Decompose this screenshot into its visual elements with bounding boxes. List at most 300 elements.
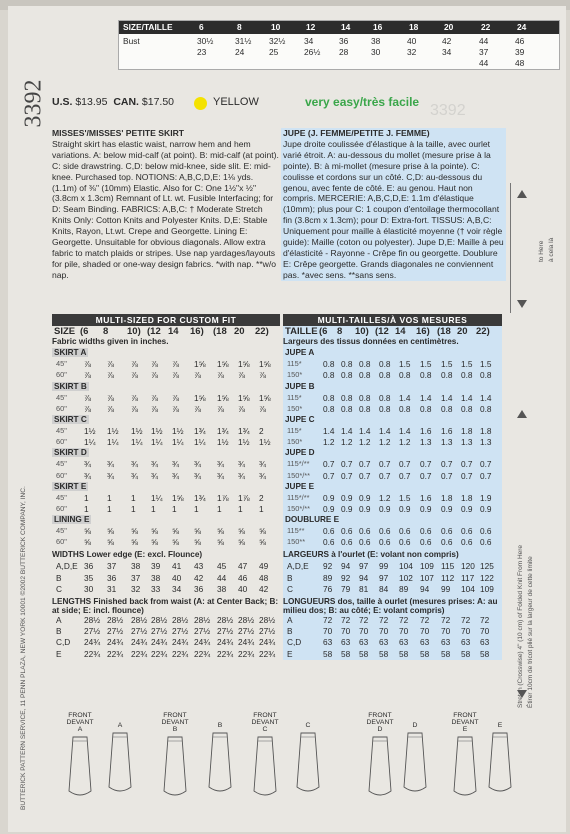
fabric-width: 150*/** xyxy=(287,503,311,513)
yardage-value: 1.5 xyxy=(461,359,473,370)
yardage-value: 1 xyxy=(194,503,199,514)
yardage-value: 1.6 xyxy=(420,425,432,436)
length-value: 72 xyxy=(399,615,409,625)
length-value: 70 xyxy=(379,626,389,637)
yardage-value: 0.6 xyxy=(379,537,391,548)
skirt-outline-icon xyxy=(483,729,517,801)
yardage-value: ⅞ xyxy=(259,370,266,381)
yardage-row xyxy=(283,471,502,482)
width-value: 48 xyxy=(259,572,269,583)
yardage-row xyxy=(283,426,502,437)
length-value: 28½ xyxy=(238,615,255,625)
yardage-value: 1.4 xyxy=(480,392,492,403)
fabric-width: 115*/** xyxy=(287,492,310,502)
yardage-value: 0.7 xyxy=(359,459,371,470)
skirt-outline-icon xyxy=(103,729,137,801)
yardage-row xyxy=(52,404,280,415)
yardage-row xyxy=(52,493,280,504)
yardage-value: ⅝ xyxy=(194,526,201,537)
length-value: 24¾ xyxy=(84,637,101,648)
yardage-value: ⅞ xyxy=(217,403,224,414)
waist-value: 25 xyxy=(269,47,279,57)
length-value: 28½ xyxy=(107,615,124,625)
yardage-value: 1.2 xyxy=(341,437,353,448)
yardage-value: 0.9 xyxy=(359,503,371,514)
widths-title: LARGEURS à l'ourlet (E: volant non compris) xyxy=(283,550,459,560)
yardage-value: 0.7 xyxy=(441,459,453,470)
width-value: 40 xyxy=(172,572,182,583)
yardage-value: 0.6 xyxy=(341,537,353,548)
width-value: 125 xyxy=(480,561,494,572)
arrow-up-icon xyxy=(517,190,527,198)
length-value: 63 xyxy=(341,637,351,648)
length-value: 27½ xyxy=(107,626,124,637)
width-row xyxy=(283,561,502,572)
yardage-value: 0.6 xyxy=(480,537,492,548)
length-value: 72 xyxy=(379,615,389,625)
width-value: 102 xyxy=(399,572,413,583)
yardage-value: 0.6 xyxy=(359,537,371,548)
width-value: 104 xyxy=(399,561,413,572)
yardage-value: 0.8 xyxy=(379,359,391,370)
length-value: 24¾ xyxy=(194,637,211,648)
yardage-value: ¾ xyxy=(217,470,224,481)
length-value: 72 xyxy=(441,615,451,625)
width-value: 89 xyxy=(323,572,333,583)
skirt-sketch xyxy=(288,722,328,801)
yardage-value: ⅞ xyxy=(172,370,179,381)
skirt-sketch xyxy=(245,712,285,805)
skirt-sketch xyxy=(100,722,140,801)
length-value: 22¾ xyxy=(172,648,189,659)
fabric-group-name: DOUBLURE E xyxy=(285,515,340,525)
yardage-value: 1¾ xyxy=(194,425,206,436)
faded-pattern-number: 3392 xyxy=(430,102,466,119)
length-value: 24¾ xyxy=(131,637,148,648)
back-view-sketches xyxy=(60,712,550,822)
yardage-value: 1⅝ xyxy=(194,392,206,403)
size-row xyxy=(52,326,280,337)
length-row xyxy=(52,615,280,626)
length-row xyxy=(52,637,280,648)
width-row xyxy=(52,561,280,572)
yardage-value: 1.6 xyxy=(420,492,432,503)
yardage-value: 0.8 xyxy=(441,370,453,381)
length-value: 63 xyxy=(480,637,490,648)
length-value: 27½ xyxy=(238,626,255,637)
stretch-gauge xyxy=(510,183,533,313)
yardage-value: 0.6 xyxy=(341,526,353,537)
width-value: 81 xyxy=(359,583,369,594)
bust-value: 32½ xyxy=(269,36,286,46)
length-value: 58 xyxy=(399,648,409,659)
fabric-group-name: JUPE B xyxy=(285,381,315,391)
fabric-group-name: JUPE D xyxy=(285,448,315,458)
skirt-outline-icon xyxy=(363,733,397,805)
yardage-value: 1.5 xyxy=(399,359,411,370)
size-label: SIZE xyxy=(54,326,76,337)
length-value: 28½ xyxy=(131,615,148,625)
yardage-value: ¾ xyxy=(172,470,179,481)
yardage-value: 1.2 xyxy=(323,437,335,448)
yardage-value: 1⅝ xyxy=(238,359,250,370)
waist-value: 32 xyxy=(407,47,417,57)
length-value: 63 xyxy=(323,637,333,648)
width-value: 39 xyxy=(151,561,161,572)
fabric-group-header xyxy=(52,448,280,459)
width-value: 112 xyxy=(441,572,455,583)
sketch-letter: B xyxy=(217,722,223,729)
fabric-width: 60" xyxy=(56,503,67,513)
length-value: 24¾ xyxy=(259,637,276,648)
width-value: 37 xyxy=(131,572,141,583)
yardage-value: 0.8 xyxy=(323,359,335,370)
etirer-instruction: Étirer 10cm de tricot plié sur la largeur de cette limite xyxy=(527,556,534,708)
yardage-value: 0.7 xyxy=(379,470,391,481)
sketch-devant-label: DEVANT xyxy=(366,719,394,726)
yardage-value: ⅞ xyxy=(194,370,201,381)
width-value: 43 xyxy=(194,561,204,572)
color-dot-icon xyxy=(194,97,207,110)
yardage-value: 0.6 xyxy=(323,537,335,548)
width-value: 31 xyxy=(107,583,117,594)
yardage-value: ⅞ xyxy=(131,403,138,414)
length-value: 22¾ xyxy=(84,648,101,659)
yardage-value: ¾ xyxy=(131,459,138,470)
width-row xyxy=(52,573,280,584)
english-description xyxy=(52,128,280,281)
size-cell: 10) xyxy=(127,326,141,337)
yardage-value: 1⅝ xyxy=(194,359,206,370)
can-price: $17.50 xyxy=(141,96,175,108)
lengths-title: LENGTHS Finished back from waist (A: at Center Back; B: at side; E: incl. flounce) xyxy=(52,597,279,615)
length-value: 58 xyxy=(379,648,389,659)
fabric-width: 60" xyxy=(56,403,67,413)
yardage-value: 0.9 xyxy=(441,503,453,514)
skirt-sketch xyxy=(155,712,195,805)
width-value: 84 xyxy=(379,583,389,594)
yardage-row xyxy=(283,404,502,415)
to-here-label: to Here xyxy=(538,240,545,262)
yardage-value: 1¾ xyxy=(217,425,229,436)
length-value: 58 xyxy=(461,648,471,659)
width-value: 32 xyxy=(131,583,141,594)
yardage-value: 0.9 xyxy=(461,503,473,514)
length-value: 27½ xyxy=(172,626,189,637)
yardage-value: 0.9 xyxy=(323,503,335,514)
fabric-width: 45" xyxy=(56,392,67,402)
yardage-value: 1.2 xyxy=(399,437,411,448)
yardage-value: 0.9 xyxy=(323,492,335,503)
yardage-value: ⅝ xyxy=(238,537,245,548)
yardage-value: 1⅝ xyxy=(259,359,271,370)
length-value: 70 xyxy=(441,626,451,637)
width-value: 33 xyxy=(151,583,161,594)
length-value: 63 xyxy=(399,637,409,648)
width-label: A,D,E xyxy=(56,561,78,572)
yardage-value: 0.6 xyxy=(399,526,411,537)
yardage-value: 0.6 xyxy=(323,526,335,537)
skirt-sketch xyxy=(60,712,100,805)
yardage-value: 0.8 xyxy=(341,359,353,370)
length-label: C,D xyxy=(56,637,71,648)
width-value: 122 xyxy=(480,572,494,583)
yardage-value: 0.8 xyxy=(399,403,411,414)
yardage-value: 1⅞ xyxy=(217,492,229,503)
skirt-outline-icon xyxy=(203,729,237,801)
yardage-row xyxy=(52,537,280,548)
yardage-value: 0.7 xyxy=(399,470,411,481)
yardage-value: 0.7 xyxy=(399,459,411,470)
size-header-cell: 24 xyxy=(517,22,527,32)
sketch-letter: B xyxy=(172,726,178,733)
fabric-group-name: SKIRT A xyxy=(54,348,87,358)
waist-value: 39 xyxy=(515,47,525,57)
length-value: 70 xyxy=(480,626,490,637)
yardage-value: ¾ xyxy=(217,459,224,470)
fabric-group-name: SKIRT B xyxy=(54,381,87,391)
yardage-value: 1.4 xyxy=(399,392,411,403)
bust-value: 46 xyxy=(515,36,525,46)
yardage-value: 1½ xyxy=(84,425,96,436)
yardage-value: 1½ xyxy=(172,425,184,436)
width-value: 120 xyxy=(461,561,475,572)
yardage-value: 1 xyxy=(131,492,136,503)
yardage-value: ⅞ xyxy=(194,403,201,414)
yardage-value: ⅞ xyxy=(151,359,158,370)
yardage-value: 0.8 xyxy=(323,392,335,403)
bust-value: 30½ xyxy=(197,36,214,46)
yardage-value: ⅞ xyxy=(107,392,114,403)
width-value: 99 xyxy=(441,583,451,594)
a-cela-label: à cela là xyxy=(548,237,555,262)
difficulty-label: very easy/très facile xyxy=(305,95,420,109)
sketch-letter: D xyxy=(377,726,383,733)
hip-value: 44 xyxy=(479,58,489,68)
width-label: C xyxy=(287,583,293,594)
yardage-value: ⅝ xyxy=(131,526,138,537)
pattern-number: 3392 xyxy=(20,79,47,128)
yardage-value: 0.8 xyxy=(359,403,371,414)
fabric-group-name: LINING E xyxy=(54,515,90,525)
sketch-front-label: FRONT xyxy=(453,712,477,719)
yardage-value: 1½ xyxy=(131,425,143,436)
size-cell: 16) xyxy=(416,326,430,337)
yardage-row xyxy=(283,359,502,370)
yardage-value: 0.9 xyxy=(420,503,432,514)
sketch-devant-label: DEVANT xyxy=(161,719,189,726)
yardage-value: ⅞ xyxy=(131,392,138,403)
yardage-value: ⅝ xyxy=(217,537,224,548)
width-value: 40 xyxy=(238,583,248,594)
yardage-value: 0.8 xyxy=(379,370,391,381)
yardage-row xyxy=(283,526,502,537)
yardage-value: ⅞ xyxy=(238,370,245,381)
yardage-value: 1½ xyxy=(217,437,229,448)
yardage-value: ¾ xyxy=(84,470,91,481)
color-label: YELLOW xyxy=(213,96,259,108)
yardage-value: ¾ xyxy=(107,459,114,470)
sketch-letter: C xyxy=(305,722,311,729)
yardage-value: 1.2 xyxy=(359,437,371,448)
arrow-down-icon xyxy=(517,300,527,308)
yardage-value: ⅝ xyxy=(194,537,201,548)
yardage-value: 0.6 xyxy=(461,526,473,537)
width-value: 45 xyxy=(217,561,227,572)
french-description xyxy=(281,128,506,281)
length-value: 28½ xyxy=(84,615,101,625)
size-cell: (18 xyxy=(213,326,227,337)
sketch-letter: E xyxy=(462,726,468,733)
yardage-value: ⅝ xyxy=(107,537,114,548)
yardage-value: 1.9 xyxy=(480,492,492,503)
fabric-width: 115* xyxy=(287,359,302,369)
fabric-width: 60" xyxy=(56,470,67,480)
yardage-value: ⅞ xyxy=(151,403,158,414)
fabric-group-header xyxy=(283,515,502,526)
yardage-value: 1.3 xyxy=(420,437,432,448)
english-title: MISSES'/MISSES' PETITE SKIRT xyxy=(52,128,185,138)
fabric-width: 150** xyxy=(287,537,306,547)
bust-value: 42 xyxy=(442,36,452,46)
fabric-width: 60" xyxy=(56,537,67,547)
yardage-value: 1⅝ xyxy=(238,392,250,403)
yardage-value: 0.8 xyxy=(480,370,492,381)
length-value: 22¾ xyxy=(107,648,124,659)
yardage-value: 1½ xyxy=(107,425,119,436)
yardage-value: 0.8 xyxy=(359,370,371,381)
length-value: 58 xyxy=(441,648,451,659)
yardage-row xyxy=(283,437,502,448)
skirt-sketch xyxy=(395,722,435,801)
yardage-value: 0.8 xyxy=(341,403,353,414)
length-value: 70 xyxy=(359,626,369,637)
width-value: 79 xyxy=(341,583,351,594)
yardage-value: 1.4 xyxy=(461,392,473,403)
width-value: 42 xyxy=(194,572,204,583)
length-row xyxy=(283,626,502,637)
skirt-outline-icon xyxy=(398,729,432,801)
yardage-value: ¾ xyxy=(172,459,179,470)
yardage-value: ⅝ xyxy=(84,537,91,548)
width-value: 107 xyxy=(420,572,434,583)
widths-title: WIDTHS Lower edge (E: excl. Flounce) xyxy=(52,550,203,560)
yardage-value: ⅝ xyxy=(238,526,245,537)
yardage-value: ¾ xyxy=(259,459,266,470)
length-label: A xyxy=(56,615,62,625)
english-body: Straight skirt has elastic waist, narrow hem and hem variations. A: below mid-calf (at point). B: mid-calf (at point). C: side drawstring. C,D: below mid-knee, side slit. E: mid-knee. Purchased top. NOTIONS: A,B,C,D,E: 1⅛ yds. (1.1m) of ⅜" (10mm) Elastic. Also for C: One 1½"x ½" (3.8cm x 1.3cm) Remnant of Lt. wt. Fusible Interfacing; for D: Seam Binding. FABRICS: A,B,C: † Moderate Stretch Knits Only: Cotton Knits and Polyester Knits. D,E: Stable Knits, Rayon, Lt.wt. Crepe and Georgette. Lining E: Georgette. Unsuitable for obvious diagonals. Allow extra fabric to match plaids or stripes. Use nap yardages/layouts for pile, shaded or one-way design fabrics. *with nap. **w/o nap. xyxy=(52,138,279,280)
yardage-table-english xyxy=(52,314,280,660)
fabric-width: 115* xyxy=(287,425,302,435)
width-value: 35 xyxy=(84,572,94,583)
table-bar: MULTI-SIZED FOR CUSTOM FIT xyxy=(52,314,280,326)
yardage-value: 1.8 xyxy=(441,492,453,503)
size-header-cell: 20 xyxy=(444,22,454,32)
price-line xyxy=(52,96,174,108)
width-value: 117 xyxy=(461,572,475,583)
yardage-value: 1 xyxy=(131,503,136,514)
yardage-value: 0.7 xyxy=(341,470,353,481)
yardage-value: 1 xyxy=(238,503,243,514)
length-value: 58 xyxy=(323,648,333,659)
yardage-value: 0.7 xyxy=(480,470,492,481)
sketch-devant-label: DEVANT xyxy=(251,719,279,726)
fabric-width: 150* xyxy=(287,370,303,380)
width-value: 36 xyxy=(107,572,117,583)
yardage-row xyxy=(52,437,280,448)
yardage-value: ¾ xyxy=(194,470,201,481)
yardage-value: 1.6 xyxy=(441,425,453,436)
yardage-value: ¾ xyxy=(107,470,114,481)
size-header-cell: 22 xyxy=(481,22,491,32)
yardage-value: 1.4 xyxy=(323,425,335,436)
skirt-outline-icon xyxy=(448,733,482,805)
size-header-cell: 14 xyxy=(341,22,351,32)
bust-value: 34 xyxy=(304,36,314,46)
length-value: 28½ xyxy=(151,615,168,625)
yardage-value: 1 xyxy=(217,503,222,514)
yardage-value: 0.7 xyxy=(323,459,335,470)
length-value: 22¾ xyxy=(217,648,234,659)
yardage-value: 0.8 xyxy=(420,403,432,414)
body-measurement-chart xyxy=(118,20,560,70)
fabric-width: 45" xyxy=(56,425,67,435)
yardage-value: 1 xyxy=(107,503,112,514)
yardage-value: 1.4 xyxy=(359,425,371,436)
yardage-value: ⅞ xyxy=(107,359,114,370)
length-value: 24¾ xyxy=(172,637,189,648)
skirt-sketch xyxy=(445,712,485,805)
yardage-value: 1.3 xyxy=(441,437,453,448)
yardage-value: 0.7 xyxy=(379,459,391,470)
fabric-width-note: Fabric widths given in inches. xyxy=(52,337,169,347)
size-header-cell: SIZE/TAILLE xyxy=(123,22,173,32)
width-value: 94 xyxy=(359,572,369,583)
length-value: 63 xyxy=(420,637,430,648)
yardage-value: ¾ xyxy=(151,459,158,470)
bust-row xyxy=(119,35,559,46)
width-value: 41 xyxy=(172,561,182,572)
yardage-value: 0.9 xyxy=(399,503,411,514)
yardage-value: 1.5 xyxy=(441,359,453,370)
width-value: 36 xyxy=(84,561,94,572)
width-value: 94 xyxy=(341,561,351,572)
length-value: 24¾ xyxy=(217,637,234,648)
yardage-value: 0.8 xyxy=(341,392,353,403)
yardage-value: 1¼ xyxy=(194,437,206,448)
yardage-value: 0.8 xyxy=(379,403,391,414)
yardage-value: 1.5 xyxy=(420,359,432,370)
yardage-value: 1.4 xyxy=(399,425,411,436)
yardage-value: 2 xyxy=(259,425,264,436)
length-label: B xyxy=(56,626,62,637)
yardage-value: 1 xyxy=(259,503,264,514)
yardage-value: 0.8 xyxy=(359,392,371,403)
yardage-value: ⅞ xyxy=(172,403,179,414)
sketch-front-label: FRONT xyxy=(68,712,92,719)
size-cell: (12 xyxy=(147,326,161,337)
width-row xyxy=(52,584,280,595)
yardage-value: 1 xyxy=(151,503,156,514)
sketch-front-label: FRONT xyxy=(253,712,277,719)
size-cell: (12 xyxy=(375,326,389,337)
yardage-value: 1.5 xyxy=(480,359,492,370)
length-value: 70 xyxy=(461,626,471,637)
width-value: 104 xyxy=(461,583,475,594)
yardage-value: 0.7 xyxy=(461,459,473,470)
fabric-width: 45" xyxy=(56,359,67,369)
yardage-value: ⅞ xyxy=(151,392,158,403)
